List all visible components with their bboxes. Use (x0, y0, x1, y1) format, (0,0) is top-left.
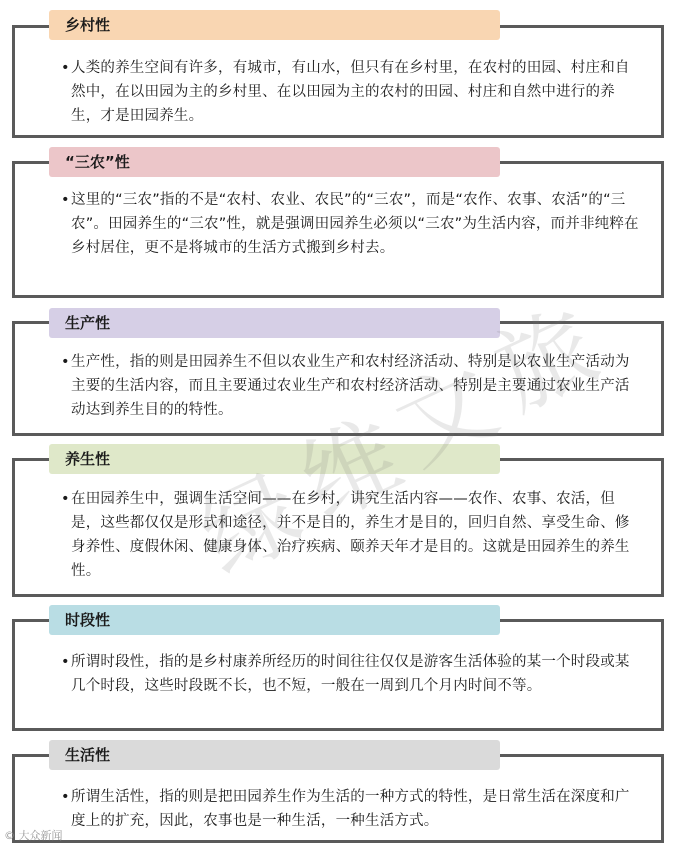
section-title-tab-6 (49, 740, 500, 770)
bullet-1: • (61, 60, 70, 76)
section-text-5: 所谓时段性，指的是乡村康养所经历的时间往往仅仅是游客生活体验的某一个时段或某几个时段，这些时段既不长，也不短，一般在一周到几个月内时间不等。 (71, 654, 630, 694)
section-text-6: 所谓生活性，指的则是把田园养生作为生活的一种方式的特性，是日常生活在深度和广度上的扩充，因此，农事也是一种生活，一种生活方式。 (71, 789, 630, 829)
section-title-tab-4 (49, 444, 500, 474)
section-card-1 (12, 25, 664, 138)
section-body-1 (61, 56, 643, 128)
bullet-3: • (61, 354, 70, 370)
bullet-5: • (61, 654, 70, 670)
section-body-4 (61, 487, 643, 583)
bullet-4: • (61, 491, 70, 507)
section-card-3 (12, 321, 664, 436)
section-text-4: 在田园养生中，强调生活空间——在乡村，讲究生活内容——农作、农事、农活，但是，这些都仅仅是形式和途径，并不是目的，养生才是目的，回归自然、享受生命、修身养性、度假休闲、健康身体、治疗疾病、颐养天年才是目的。这就是田园养生的养生性。 (71, 491, 630, 579)
section-card-4 (12, 458, 664, 597)
section-body-2 (61, 188, 643, 260)
section-body-6 (61, 785, 643, 833)
bullet-2: • (61, 192, 70, 208)
section-title-6: 生活性 (65, 746, 111, 764)
bullet-6: • (61, 789, 70, 805)
section-card-5 (12, 619, 664, 731)
section-text-1: 人类的养生空间有许多，有城市，有山水，但只有在乡村里，在农村的田园、村庄和自然中，在以田园为主的乡村里、在以田园为主的农村的田园、村庄和自然中进行的养生，才是田园养生。 (71, 60, 630, 124)
section-title-1: 乡村性 (65, 16, 111, 34)
section-title-tab-3 (49, 308, 500, 338)
section-body-3 (61, 350, 643, 422)
section-title-4: 养生性 (65, 450, 111, 468)
section-title-tab-5 (49, 605, 500, 635)
section-title-tab-1 (49, 10, 500, 40)
footer-watermark: © 大众新闻 (4, 829, 63, 842)
section-text-2: 这里的“三农”指的不是“农村、农业、农民”的“三农”，而是“农作、农事、农活”的“三农”。田园养生的“三农”性，就是强调田园养生必须以“三农”为生活内容，而并非纯粹在乡村居住，更不是将城市的生活方式搬到乡村去。 (71, 192, 639, 256)
section-title-tab-2 (49, 147, 500, 177)
section-title-3: 生产性 (65, 314, 111, 332)
section-text-3: 生产性，指的则是田园养生不但以农业生产和农村经济活动、特别是以农业生产活动为主要的生活内容，而且主要通过农业生产和农村经济活动、特别是主要通过农业生产活动达到养生目的的特性。 (71, 354, 630, 418)
section-body-5 (61, 650, 643, 698)
section-card-2 (12, 161, 664, 298)
section-title-5: 时段性 (65, 611, 111, 629)
section-title-2: “三农”性 (65, 153, 130, 171)
